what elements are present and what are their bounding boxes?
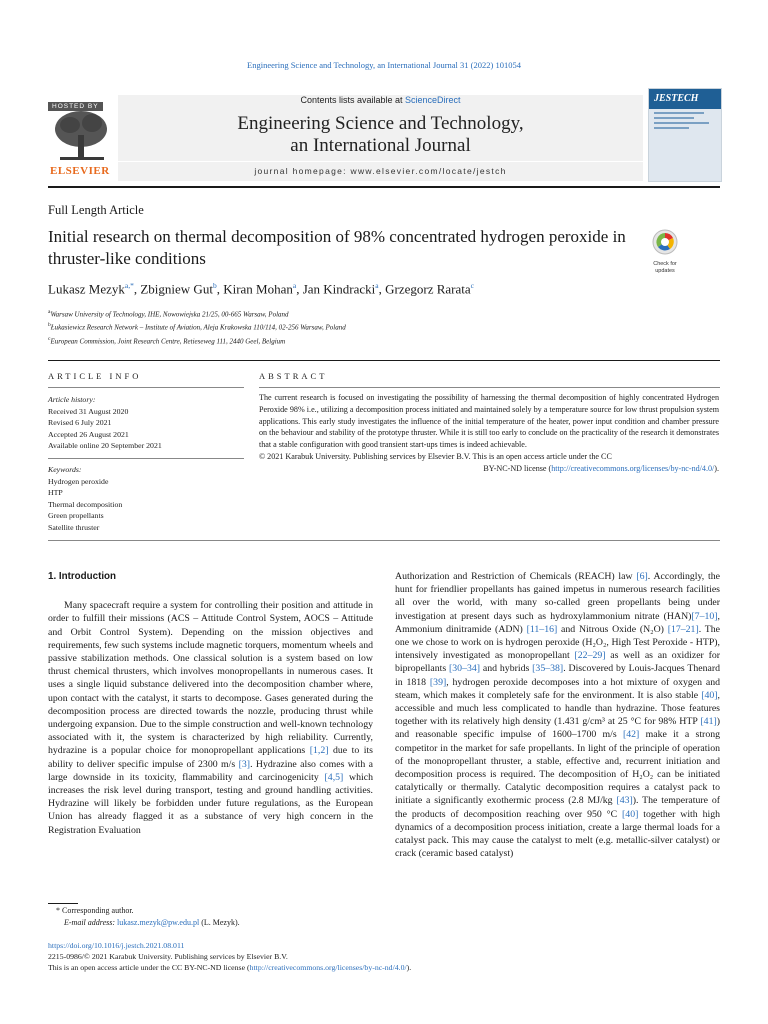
keywords xyxy=(48,464,122,533)
article-type: Full Length Article xyxy=(48,203,144,217)
abstract-rule xyxy=(259,387,720,388)
cover-line xyxy=(654,122,709,124)
citation-link[interactable]: [30–34] xyxy=(449,663,481,675)
author-separator: , xyxy=(296,281,303,297)
article-info-heading: ARTICLE INFO xyxy=(48,371,142,381)
citation-link[interactable]: [1,2] xyxy=(309,745,329,757)
body-text: and Nitrous Oxide (N₂O) xyxy=(557,623,668,635)
citation-link[interactable]: [22–29] xyxy=(574,650,606,662)
license-prefix: BY-NC-ND license ( xyxy=(483,463,552,473)
check-updates-icon xyxy=(652,229,678,255)
page-footer xyxy=(48,940,411,973)
cover-line xyxy=(654,117,694,119)
citation-link[interactable]: [41] xyxy=(700,716,717,728)
body-text: . Hydrazine also comes with a large downside in its toxicity, flammability and carcinogenicity xyxy=(48,758,373,783)
body-text: make it a strong competitor in the market for safe propellants. In light of the principle of operation of the monopropellant thruster, a stable, effective and, recurrent initiation and decomposition process is required. The decomposition of H₂O₂ can be initiated catalytically or thermally. Catalytic decomposition requires a catalyst pack to initiate a significantly exothermic process (2.8 MJ/kg xyxy=(395,729,721,807)
abstract-copyright-1: © 2021 Karabuk University. Publishing services by Elsevier B.V. This is an open access article under the CC xyxy=(259,451,612,461)
citation-link[interactable]: [40] xyxy=(622,808,639,820)
affiliation-text: Łukasiewicz Research Network – Institute of Aviation, Aleja Krakowska 110/114, 02-256 Warsaw, Poland xyxy=(50,323,346,332)
author-name[interactable]: Zbigniew Gut xyxy=(140,281,213,297)
author-affiliation-mark[interactable]: c xyxy=(470,281,474,290)
homepage-prefix: journal homepage: xyxy=(254,166,351,176)
body-column-right xyxy=(395,570,720,860)
issn-line: 2215-0986/© 2021 Karabuk University. Publishing services by Elsevier B.V. xyxy=(48,952,288,961)
doi-link[interactable]: https://doi.org/10.1016/j.jestch.2021.08.011 xyxy=(48,941,185,950)
body-text: Many spacecraft require a system for controlling their position and attitude in order to fulfill their missions (ACS – Attitude Control System, AOCS – Attitude and Orbit Control System). Depending on the mission objectives and requirements, few such systems include magnetic torquers, momentum wheels and passive stabilization methods. One classical solution is a system based on low thrust chemical thrusters, which involves monopropellants in numerous cases. It uses a single liquid substance delivered into the decomposition chamber where, upon contact with the catalyst, it starts to decompose. Gases generated during the decomposition process are directed towards the nozzle, producing thrust while undergoing expansion. Due to the simple construction and well-known technology associated with it, the system is characterized by high reliability. Currently, hydrazine is a popular choice for monopropellant applications xyxy=(48,600,373,757)
oa-license-link[interactable]: http://creativecommons.org/licenses/by-nc-nd/4.0/ xyxy=(249,963,407,972)
citation-link[interactable]: [43] xyxy=(616,795,633,807)
abstract-text: The current research is focused on investigating the possibility of harnessing the thermal decomposition of highly concentrated Hydrogen Peroxide 98% i.e., utilizing a decomposition process initiated and maintained solely by a temperature source for low thrust propulsion system applications. This early study investigates the influence of the initial temperature of the heater, power input condition and chamber pressure on the behaviour and stability of the prototype thruster. While it is still too early to conclude on the practicality of the research it demonstrates that a stable configuration with good transient start-ups times is indeed achievable. xyxy=(259,393,719,450)
check-for-updates-badge[interactable] xyxy=(648,229,682,274)
body-text: as well as an oxidizer for bipropellants xyxy=(395,650,720,675)
cover-line xyxy=(654,127,689,129)
keyword-item: Thermal decomposition xyxy=(48,499,123,509)
body-text: together with high dynamics of a decomposition process initiation, create a large thermal loads for a catalyst pack. This may cause the catalyst to melt (e.g. metallic-silver catalyst) or crack (ceramic based catalyst) xyxy=(395,808,720,860)
tree-icon xyxy=(52,107,110,165)
abstract-body xyxy=(259,392,719,475)
citation-link[interactable]: [35–38] xyxy=(532,663,564,675)
article-info-rule xyxy=(48,387,244,388)
keyword-item: HTP xyxy=(48,488,63,497)
sciencedirect-link[interactable]: ScienceDirect xyxy=(405,95,461,105)
oa-line xyxy=(48,962,411,973)
check-label-1: Check for xyxy=(653,261,677,267)
journal-cover-image[interactable] xyxy=(648,88,722,182)
article-title: Initial research on thermal decomposition of 98% concentrated hydrogen peroxide in thruster-like conditions xyxy=(48,227,626,268)
contents-prefix: Contents lists available at xyxy=(300,95,406,105)
author-affiliation-mark[interactable]: b xyxy=(212,281,217,290)
body-text: due to its ability to deliver specific impulse of 2300 m/s xyxy=(48,745,373,770)
history-item: Revised 6 July 2021 xyxy=(48,418,112,427)
oa-suffix: ). xyxy=(406,963,412,972)
body-text: Authorization and Restriction of Chemicals (REACH) law xyxy=(395,571,637,582)
cover-line xyxy=(654,112,704,114)
footnote-email-line xyxy=(48,917,378,929)
hosted-by-label: HOSTED BY xyxy=(48,102,103,111)
section-rule xyxy=(48,360,720,361)
history-label: Article history: xyxy=(48,395,96,404)
cover-title: JESTECH xyxy=(649,89,721,109)
body-text: ) and reasonable specific impulse of 1600–1700 m/s xyxy=(395,716,720,741)
citation-link[interactable]: [7–10] xyxy=(691,610,718,622)
affiliation-key: c xyxy=(48,335,51,342)
journal-homepage xyxy=(118,166,643,176)
citation-link[interactable]: [17–21] xyxy=(667,623,699,635)
email-suffix: (L. Mezyk). xyxy=(199,918,240,927)
journal-header xyxy=(118,95,643,181)
affiliation-item xyxy=(48,334,346,347)
corresponding-author-footnote xyxy=(48,905,378,929)
author-list xyxy=(48,281,474,297)
license-link[interactable]: http://creativecommons.org/licenses/by-nc-nd/4.0/ xyxy=(551,463,715,473)
license-suffix: ). xyxy=(714,463,719,473)
author-name[interactable]: Jan Kindracki xyxy=(302,281,376,297)
citation-link[interactable]: [42] xyxy=(623,729,640,741)
history-item: Available online 20 September 2021 xyxy=(48,441,162,450)
intro-paragraph-cont xyxy=(395,570,720,860)
body-text: . Accordingly, the hunt for friendlier propellants has gained impetus in numerous research facilities all over the world, with many so-called green propellants being under investigation at present days such as hydroxylammonium nitrate (HAN) xyxy=(395,571,720,622)
body-text: which increases the risk level during transport, testing and ground handling activities. Hydrazine will likely be forbidden under future regulations, as the European Union has already flagged it as a substance of very high concern in the Registration Evaluation xyxy=(48,771,373,836)
section-heading: 1. Introduction xyxy=(48,571,117,582)
contents-line xyxy=(118,95,643,105)
citation-link[interactable]: [6] xyxy=(636,571,648,582)
footnote-corr: Corresponding author. xyxy=(62,906,134,915)
citation-link[interactable]: [40] xyxy=(701,689,718,701)
elsevier-logo[interactable] xyxy=(48,95,114,180)
abstract-heading: ABSTRACT xyxy=(259,371,328,381)
author-affiliation-mark[interactable]: a xyxy=(292,281,297,290)
author-separator: , xyxy=(216,281,224,297)
affiliation-text: Warsaw University of Technology, IHE, Nowowiejska 21/25, 00-665 Warsaw, Poland xyxy=(50,310,289,319)
footnote-rule xyxy=(48,903,78,904)
keyword-item: Green propellants xyxy=(48,511,104,520)
citation-link[interactable]: [39] xyxy=(429,676,447,688)
email-label: E-mail address: xyxy=(64,918,118,927)
oa-prefix: This is an open access article under the CC BY-NC-ND license ( xyxy=(48,963,250,972)
header-rule xyxy=(48,186,720,188)
journal-title-line1: Engineering Science and Technology, xyxy=(237,113,524,134)
affiliations xyxy=(48,307,346,347)
elsevier-wordmark: ELSEVIER xyxy=(50,165,110,177)
affiliation-key: b xyxy=(48,322,51,329)
author-separator: , xyxy=(133,281,141,297)
author-affiliation-mark[interactable]: a xyxy=(375,281,379,290)
body-column-left xyxy=(48,570,373,837)
journal-title-line2: an International Journal xyxy=(290,135,471,156)
footnote-star: * xyxy=(56,906,60,915)
footnote-line xyxy=(48,905,378,917)
body-text: and hybrids xyxy=(480,663,533,675)
email-link[interactable]: lukasz.mezyk@pw.edu.pl xyxy=(117,918,200,927)
body-text: , Ammonium dinitramide (ADN) xyxy=(395,610,720,635)
history-item: Received 31 August 2020 xyxy=(48,406,129,416)
affiliation-item xyxy=(48,320,346,333)
affiliation-text: European Commission, Joint Research Centre, Retieseweg 111, 2440 Geel, Belgium xyxy=(50,336,286,345)
citation-link[interactable]: [11–16] xyxy=(526,623,558,635)
body-text: , hydrogen peroxide decomposes into a hot mixture of oxygen and steam, which makes it completely safe for the environment. It is also stable xyxy=(395,676,720,701)
keywords-label: Keywords: xyxy=(48,465,82,474)
author-name[interactable]: Lukasz Mezyk xyxy=(48,281,125,297)
keywords-rule xyxy=(48,458,244,459)
affiliation-item xyxy=(48,307,346,320)
author-name[interactable]: Grzegorz Rarata xyxy=(385,281,471,297)
body-text: , accessible and much less complicated to handle than hydrazine. Those features together with its relatively high density (1.431 g/cm³ at 25 °C for 98% HTP xyxy=(395,689,720,728)
abstract-copyright-2 xyxy=(259,463,719,475)
journal-title[interactable] xyxy=(118,113,643,157)
journal-reference[interactable]: Engineering Science and Technology, an International Journal 31 (2022) 101054 xyxy=(247,60,521,70)
author-separator: , xyxy=(378,281,386,297)
keyword-item: Hydrogen peroxide xyxy=(48,476,109,486)
author-name[interactable]: Kiran Mohan xyxy=(223,281,293,297)
history-item: Accepted 26 August 2021 xyxy=(48,429,129,439)
keyword-item: Satellite thruster xyxy=(48,522,100,532)
header-divider xyxy=(118,161,643,162)
homepage-url[interactable]: www.elsevier.com/locate/jestch xyxy=(350,166,507,176)
article-history xyxy=(48,394,162,452)
citation-link[interactable]: [4,5] xyxy=(324,771,344,783)
body-text: . Discovered by Louis-Jacques Thenard in 1818 xyxy=(395,663,720,688)
intro-paragraph xyxy=(48,599,373,837)
author-affiliation-mark[interactable]: a,* xyxy=(124,281,134,290)
citation-link[interactable]: [3] xyxy=(238,758,251,770)
body-text: . The one we chose to work on is hydrogen peroxide (H₂O₂, High Test Peroxide - HTP), intensively investigated as monopropellant xyxy=(395,623,720,662)
body-text: ). The temperature of the products of decomposition reaching over 950 °C xyxy=(395,795,721,820)
affiliation-key: a xyxy=(48,309,51,315)
body-rule xyxy=(48,540,720,541)
check-label-2: updates xyxy=(655,268,675,274)
